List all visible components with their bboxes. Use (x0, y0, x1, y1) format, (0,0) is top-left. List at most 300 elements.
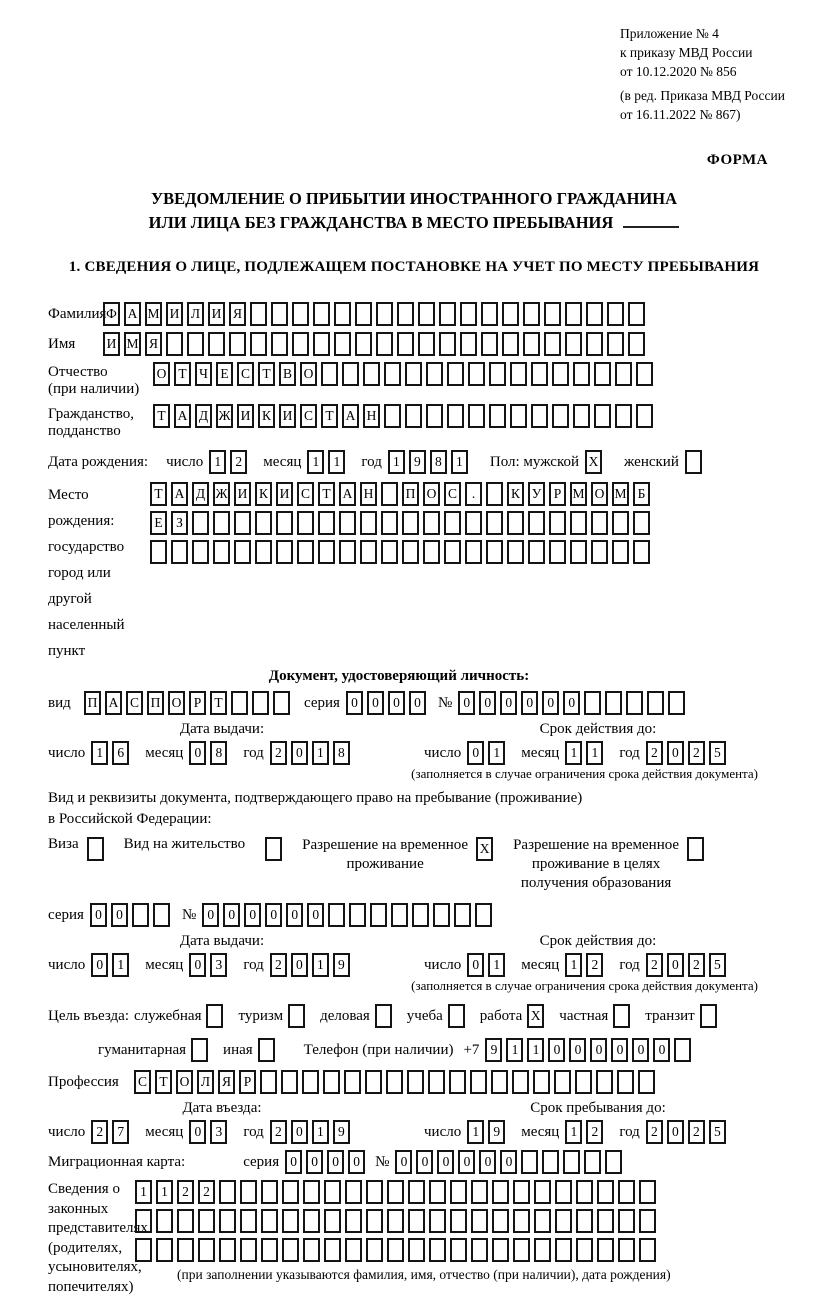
form-cell: 0 (611, 1038, 628, 1062)
form-cell (486, 540, 503, 564)
form-cell (339, 511, 356, 535)
form-cell (481, 332, 498, 356)
purpose-row-2 (48, 1038, 780, 1062)
guardians-label-line: Сведения о (48, 1180, 135, 1200)
form-cell: 8 (430, 450, 447, 474)
form-cell (586, 332, 603, 356)
form-cell (407, 1070, 424, 1094)
purpose-transit-checkbox (700, 1004, 721, 1028)
form-cell (402, 511, 419, 535)
form-cell (213, 511, 230, 535)
form-cell (265, 837, 282, 861)
form-cell (615, 362, 632, 386)
form-cell (360, 540, 377, 564)
form-cell: 1 (135, 1180, 152, 1204)
form-cell: Л (197, 1070, 214, 1094)
form-cell (428, 1070, 445, 1094)
form-cell (465, 540, 482, 564)
form-cell: С (297, 482, 314, 506)
form-cell (252, 691, 269, 715)
form-cell: 2 (688, 741, 705, 765)
form-cell (597, 1180, 614, 1204)
form-cell (628, 332, 645, 356)
form-cell: 0 (632, 1038, 649, 1062)
form-cell (612, 511, 629, 535)
guardians-label-line: усыновителях, (48, 1258, 135, 1278)
form-cell (470, 1070, 487, 1094)
form-cell (384, 362, 401, 386)
form-cell (240, 1209, 257, 1233)
form-cell (198, 1238, 215, 1262)
temp-residence-edu-option (513, 836, 708, 893)
form-cell (594, 362, 611, 386)
form-cell: 2 (688, 1120, 705, 1144)
form-cell (523, 332, 540, 356)
form-cell (636, 404, 653, 428)
form-cell (596, 1070, 613, 1094)
temp-residence-checkbox (476, 837, 497, 861)
year-label: год (619, 1124, 645, 1141)
form-cell (618, 1209, 635, 1233)
doc-dates (48, 721, 780, 765)
form-title (48, 187, 780, 235)
form-cell: 0 (667, 953, 684, 977)
residence-permit-checkbox (265, 837, 286, 861)
form-cell (219, 1209, 236, 1233)
form-cell: 2 (270, 953, 287, 977)
form-cell (297, 540, 314, 564)
form-cell (318, 540, 335, 564)
form-cell: П (147, 691, 164, 715)
form-cell: Д (195, 404, 212, 428)
form-cell (534, 1209, 551, 1233)
form-cell (700, 1004, 717, 1028)
guardians-label-line: законных (48, 1200, 135, 1220)
purpose-study-checkbox (448, 1004, 469, 1028)
form-cell (570, 511, 587, 535)
form-cell (271, 302, 288, 326)
form-cell (282, 1238, 299, 1262)
guardians-label-line: представителях (48, 1219, 135, 1239)
day-label: число (48, 957, 91, 974)
form-cell (375, 1004, 392, 1028)
citizenship-label-line2: подданство (48, 423, 121, 439)
form-cell: 2 (198, 1180, 215, 1204)
form-cell: 0 (265, 903, 282, 927)
residence-intro-line1: Вид и реквизиты документа, подтверждающего право на пребывание (проживание) (48, 790, 780, 807)
form-cell: 1 (312, 741, 329, 765)
form-cell (345, 1209, 362, 1233)
month-label: месяц (521, 957, 565, 974)
form-cell (639, 1238, 656, 1262)
entry-year-cells (270, 1120, 354, 1144)
form-cell (281, 1070, 298, 1094)
form-cell (177, 1209, 194, 1233)
form-cell: 9 (488, 1120, 505, 1144)
form-cell: Ч (195, 362, 212, 386)
day-label: число (48, 745, 91, 762)
form-cell: 0 (91, 953, 108, 977)
temp-residence-label (302, 836, 476, 874)
form-cell (324, 1238, 341, 1262)
form-cell (544, 302, 561, 326)
doc-valid-month-cells (565, 741, 607, 765)
guardians-cell-rows (135, 1180, 671, 1283)
form-cell (638, 1070, 655, 1094)
patronymic-cells (153, 362, 657, 386)
form-cell: И (103, 332, 120, 356)
form-cell: 0 (667, 741, 684, 765)
doc-issue-month-cells (189, 741, 231, 765)
residence-issue-row (48, 953, 396, 977)
form-cell (313, 302, 330, 326)
form-cell (366, 1180, 383, 1204)
patronymic-label-line2: (при наличии) (48, 381, 139, 397)
form-cell (486, 482, 503, 506)
sex-female-label: женский (624, 454, 685, 471)
form-cell (486, 511, 503, 535)
surname-cells (103, 302, 649, 326)
form-cell (303, 1180, 320, 1204)
form-cell (528, 540, 545, 564)
form-cell (510, 362, 527, 386)
form-cell: 2 (646, 1120, 663, 1144)
form-cell: Л (187, 302, 204, 326)
form-cell (429, 1238, 446, 1262)
form-cell (132, 903, 149, 927)
form-cell: 5 (709, 1120, 726, 1144)
form-cell: 0 (563, 691, 580, 715)
form-cell (439, 302, 456, 326)
residence-doc-type-row (48, 836, 780, 893)
day-label: число (48, 1124, 91, 1141)
form-cell (166, 332, 183, 356)
purpose-label: Цель въезда: (48, 1008, 134, 1025)
migration-series-label: серия (243, 1154, 285, 1171)
purpose-private-checkbox (613, 1004, 634, 1028)
form-cell (384, 404, 401, 428)
name-cells (103, 332, 649, 356)
form-cell: . (465, 482, 482, 506)
form-cell (318, 511, 335, 535)
year-label: год (243, 1124, 269, 1141)
form-cell (447, 404, 464, 428)
form-cell (370, 903, 387, 927)
doc-series-cells (346, 691, 430, 715)
birth-day-cells (209, 450, 251, 474)
month-label: месяц (145, 1124, 189, 1141)
form-cell: 1 (328, 450, 345, 474)
form-cell: 1 (467, 1120, 484, 1144)
doc-number-cells (458, 691, 689, 715)
form-cell (408, 1238, 425, 1262)
form-cell: 9 (333, 1120, 350, 1144)
year-label: год (361, 454, 387, 471)
form-cell: 0 (395, 1150, 412, 1174)
form-cell (618, 1180, 635, 1204)
form-cell (513, 1238, 530, 1262)
temp-residence-option (302, 836, 497, 874)
residence-valid-row (424, 953, 772, 977)
form-cell (288, 1004, 305, 1028)
form-cell (345, 1238, 362, 1262)
residence-valid-day-cells (467, 953, 509, 977)
form-cell: А (124, 302, 141, 326)
form-cell (586, 302, 603, 326)
form-cell: О (591, 482, 608, 506)
birth-place-row1-cells (150, 482, 654, 506)
form-cell: С (134, 1070, 151, 1094)
form-cell (513, 1209, 530, 1233)
form-cell: 0 (307, 903, 324, 927)
form-cell (617, 1070, 634, 1094)
month-label: месяц (145, 957, 189, 974)
form-cell (292, 302, 309, 326)
doc-type-label: вид (48, 695, 84, 712)
form-cell: О (153, 362, 170, 386)
form-cell (576, 1209, 593, 1233)
form-cell: Я (229, 302, 246, 326)
form-cell (187, 332, 204, 356)
form-cell: А (342, 404, 359, 428)
form-cell (387, 1180, 404, 1204)
residence-series-cells (90, 903, 174, 927)
form-cell (639, 1180, 656, 1204)
form-cell: Д (192, 482, 209, 506)
temp-residence-edu-label-line1: Разрешение на временное (513, 837, 679, 853)
form-cell: Е (216, 362, 233, 386)
form-cell (405, 404, 422, 428)
form-cell: 0 (189, 953, 206, 977)
guardians-row1-cells (135, 1180, 671, 1204)
form-cell (481, 302, 498, 326)
stay-until-heading: Срок пребывания до: (424, 1100, 772, 1117)
form-cell (674, 1038, 691, 1062)
form-cell (339, 540, 356, 564)
form-cell: 9 (409, 450, 426, 474)
form-cell: М (570, 482, 587, 506)
form-cell (363, 362, 380, 386)
form-cell: 1 (312, 1120, 329, 1144)
name-row (48, 332, 780, 356)
purpose-other-checkbox (258, 1038, 279, 1062)
purpose-official-checkbox (206, 1004, 227, 1028)
birth-place-label-line: город или другой (48, 560, 150, 612)
birth-month-cells (307, 450, 349, 474)
residence-series-row (48, 903, 780, 927)
form-cell: И (166, 302, 183, 326)
form-cell (429, 1180, 446, 1204)
form-cell (565, 302, 582, 326)
migration-number-label: № (375, 1154, 395, 1171)
form-cell: 0 (667, 1120, 684, 1144)
form-cell (198, 1209, 215, 1233)
form-cell: К (258, 404, 275, 428)
form-cell (387, 1238, 404, 1262)
purpose-study-label: учеба (407, 1008, 448, 1025)
form-cell (615, 404, 632, 428)
residence-valid-year-cells (646, 953, 730, 977)
form-cell (471, 1180, 488, 1204)
form-cell (450, 1238, 467, 1262)
form-cell (607, 302, 624, 326)
entry-stay-dates (48, 1100, 780, 1144)
form-cell (544, 332, 561, 356)
form-cell: 0 (367, 691, 384, 715)
form-cell (512, 1070, 529, 1094)
guardians-block (48, 1180, 780, 1297)
form-cell (302, 1070, 319, 1094)
form-cell (439, 332, 456, 356)
form-cell (260, 1070, 277, 1094)
form-cell: 0 (548, 1038, 565, 1062)
residence-series-label: серия (48, 907, 90, 924)
form-cell: 0 (285, 1150, 302, 1174)
form-cell (282, 1180, 299, 1204)
form-cell: П (84, 691, 101, 715)
form-cell (460, 332, 477, 356)
form-cell (575, 1070, 592, 1094)
appendix-line: к приказу МВД России (620, 43, 820, 62)
form-cell: С (300, 404, 317, 428)
form-cell: 0 (327, 1150, 344, 1174)
form-cell (282, 1209, 299, 1233)
form-cell (687, 837, 704, 861)
form-cell (276, 511, 293, 535)
purpose-other-label: иная (223, 1042, 258, 1059)
purpose-tourism-label: туризм (238, 1008, 288, 1025)
residence-issue-heading: Дата выдачи: (48, 933, 396, 950)
form-cell: М (124, 332, 141, 356)
form-cell (513, 1180, 530, 1204)
form-cell: 2 (646, 953, 663, 977)
form-cell (219, 1238, 236, 1262)
form-cell: 9 (333, 953, 350, 977)
residence-number-label: № (182, 907, 202, 924)
stay-day-cells (467, 1120, 509, 1144)
form-cell: X (527, 1004, 544, 1028)
form-cell: Н (363, 404, 380, 428)
form-cell (502, 302, 519, 326)
form-cell (334, 302, 351, 326)
form-cell: 0 (306, 1150, 323, 1174)
form-cell (450, 1180, 467, 1204)
form-cell: Т (153, 404, 170, 428)
form-cell (276, 540, 293, 564)
form-cell: 2 (646, 741, 663, 765)
form-cell: 2 (688, 953, 705, 977)
migration-card-label: Миграционная карта: (48, 1154, 185, 1171)
form-cell (444, 511, 461, 535)
phone-label: Телефон (при наличии) (290, 1042, 464, 1059)
purpose-transit-label: транзит (645, 1008, 699, 1025)
purpose-business-checkbox (375, 1004, 396, 1028)
stay-month-cells (565, 1120, 607, 1144)
form-cell (231, 691, 248, 715)
form-cell (433, 903, 450, 927)
entry-date-group (48, 1100, 396, 1144)
form-cell (240, 1238, 257, 1262)
form-cell (206, 1004, 223, 1028)
doc-valid-day-cells (467, 741, 509, 765)
form-cell: 1 (156, 1180, 173, 1204)
purpose-work-checkbox (527, 1004, 548, 1028)
form-cell (423, 511, 440, 535)
form-cell (342, 362, 359, 386)
form-cell: 5 (709, 953, 726, 977)
form-cell (626, 691, 643, 715)
form-cell: 0 (111, 903, 128, 927)
phone-prefix: +7 (463, 1042, 485, 1059)
form-cell: 0 (458, 691, 475, 715)
section1-heading: 1. СВЕДЕНИЯ О ЛИЦЕ, ПОДЛЕЖАЩЕМ ПОСТАНОВКЕ НА УЧЕТ ПО МЕСТУ ПРЕБЫВАНИЯ (48, 259, 780, 276)
form-cell (387, 1209, 404, 1233)
form-cell: 2 (270, 1120, 287, 1144)
guardians-label-line: (родителях, (48, 1239, 135, 1259)
form-cell (450, 1209, 467, 1233)
form-cell (334, 332, 351, 356)
birth-place-label-line: населенный пункт (48, 612, 150, 664)
form-cell (402, 540, 419, 564)
surname-row (48, 302, 780, 326)
form-cell: 0 (467, 741, 484, 765)
form-cell: 9 (485, 1038, 502, 1062)
form-cell (647, 691, 664, 715)
form-cell (549, 511, 566, 535)
patronymic-label (48, 362, 153, 398)
form-cell: Т (258, 362, 275, 386)
form-cell: 0 (291, 741, 308, 765)
stay-until-group (424, 1100, 772, 1144)
form-cell: 5 (709, 741, 726, 765)
form-cell (408, 1209, 425, 1233)
visa-option (48, 836, 108, 861)
form-cell: 0 (348, 1150, 365, 1174)
appendix-block (620, 24, 820, 124)
form-cell: 0 (416, 1150, 433, 1174)
form-cell (491, 1070, 508, 1094)
purpose-work-label: работа (480, 1008, 528, 1025)
form-cell: 3 (210, 953, 227, 977)
form-cell (552, 404, 569, 428)
form-cell (397, 302, 414, 326)
form-cell (250, 332, 267, 356)
form-cell: 0 (189, 1120, 206, 1144)
form-cell: 2 (91, 1120, 108, 1144)
form-cell: 7 (112, 1120, 129, 1144)
purpose-tourism-checkbox (288, 1004, 309, 1028)
form-cell (349, 903, 366, 927)
form-cell (250, 302, 267, 326)
form-cell (219, 1180, 236, 1204)
form-cell: 0 (569, 1038, 586, 1062)
form-cell (636, 362, 653, 386)
form-cell (533, 1070, 550, 1094)
form-cell: 1 (312, 953, 329, 977)
form-cell (391, 903, 408, 927)
doc-type-cells (84, 691, 294, 715)
guardians-row2-cells (135, 1209, 671, 1233)
form-cell (633, 511, 650, 535)
form-cell (261, 1180, 278, 1204)
form-cell (397, 332, 414, 356)
form-cell (555, 1180, 572, 1204)
form-cell: 1 (565, 741, 582, 765)
form-cell (344, 1070, 361, 1094)
form-cell (156, 1209, 173, 1233)
form-cell (345, 1180, 362, 1204)
form-cell: 1 (388, 450, 405, 474)
